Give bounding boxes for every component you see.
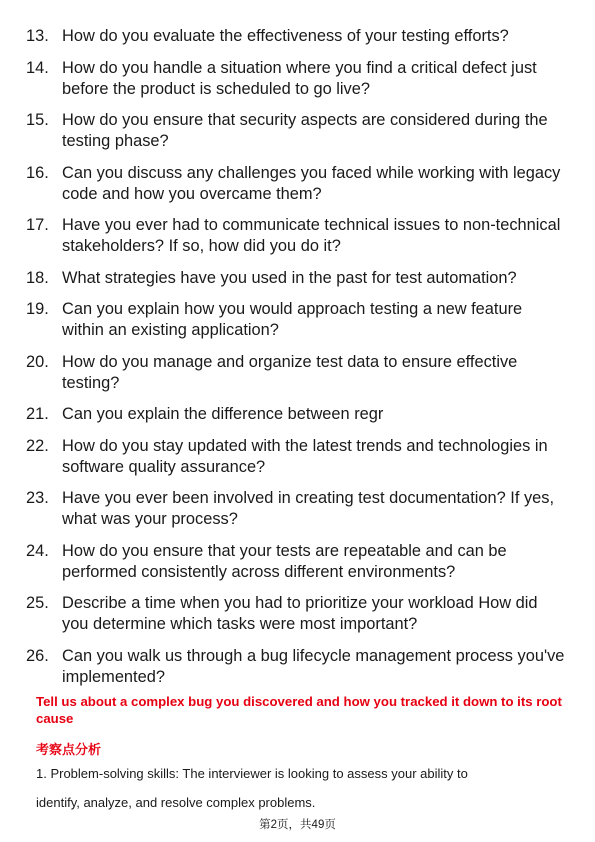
question-number: 23. (26, 489, 49, 507)
question-text: Can you explain the difference between regr (62, 405, 384, 423)
question-item (26, 110, 566, 152)
question-number: 16. (26, 163, 49, 182)
analysis-subheading: 考察点分析 (36, 742, 102, 757)
question-text: How do you manage and organize test data to ensure effective testing? (62, 352, 518, 392)
question-item (26, 26, 566, 47)
question-item (26, 646, 566, 688)
question-text: How do you ensure that security aspects are considered during the testing phase? (62, 111, 548, 150)
page-footer: 第2页，共49页 (259, 819, 336, 831)
question-item (26, 541, 566, 583)
question-number: 13. (26, 27, 49, 45)
question-number: 18. (26, 268, 49, 287)
question-text: How do you stay updated with the latest trends and technologies in software quality assurance? (62, 436, 548, 476)
question-item (26, 58, 566, 100)
question-number: 14. (26, 58, 49, 77)
question-item (26, 352, 566, 394)
question-number: 15. (26, 111, 49, 129)
question-number: 26. (26, 646, 49, 665)
question-text: How do you handle a situation where you find a critical defect just before the product is scheduled to go live? (62, 58, 537, 98)
question-item (26, 593, 566, 635)
question-item (26, 215, 566, 257)
question-text: How do you ensure that your tests are repeatable and can be performed consistently across different environments? (62, 541, 507, 581)
question-text: Have you ever been involved in creating test documentation? If yes, what was your process? (62, 489, 555, 528)
question-item (26, 404, 566, 425)
question-list (26, 26, 566, 698)
question-number: 19. (26, 300, 49, 318)
question-number: 24. (26, 541, 49, 560)
question-text: Can you explain how you would approach testing a new feature within an existing application? (62, 300, 523, 339)
analysis-paragraph-line: 1. Problem-solving skills: The interviewer is looking to assess your ability to (36, 766, 468, 781)
question-number: 17. (26, 216, 49, 234)
question-text: How do you evaluate the effectiveness of your testing efforts? (62, 27, 509, 45)
question-number: 21. (26, 405, 49, 423)
question-text: Have you ever had to communicate technical issues to non-technical stakeholders? If so, how did you do it? (62, 216, 561, 255)
question-item (26, 436, 566, 478)
question-text: Can you walk us through a bug lifecycle management process you've implemented? (62, 646, 565, 686)
question-number: 25. (26, 594, 49, 612)
analysis-paragraph-line: identify, analyze, and resolve complex problems. (36, 795, 316, 810)
question-text: What strategies have you used in the past for test automation? (62, 268, 517, 287)
question-item (26, 163, 566, 205)
question-item (26, 488, 566, 530)
question-item (26, 268, 566, 289)
question-item (26, 299, 566, 341)
question-number: 20. (26, 352, 49, 371)
section-heading: Tell us about a complex bug you discovered and how you tracked it down to its root cause (36, 694, 562, 726)
question-number: 22. (26, 436, 49, 455)
question-text: Describe a time when you had to prioritize your workload How did you determine which tasks were most important? (62, 594, 538, 633)
question-text: Can you discuss any challenges you faced while working with legacy code and how you overcame them? (62, 163, 561, 203)
